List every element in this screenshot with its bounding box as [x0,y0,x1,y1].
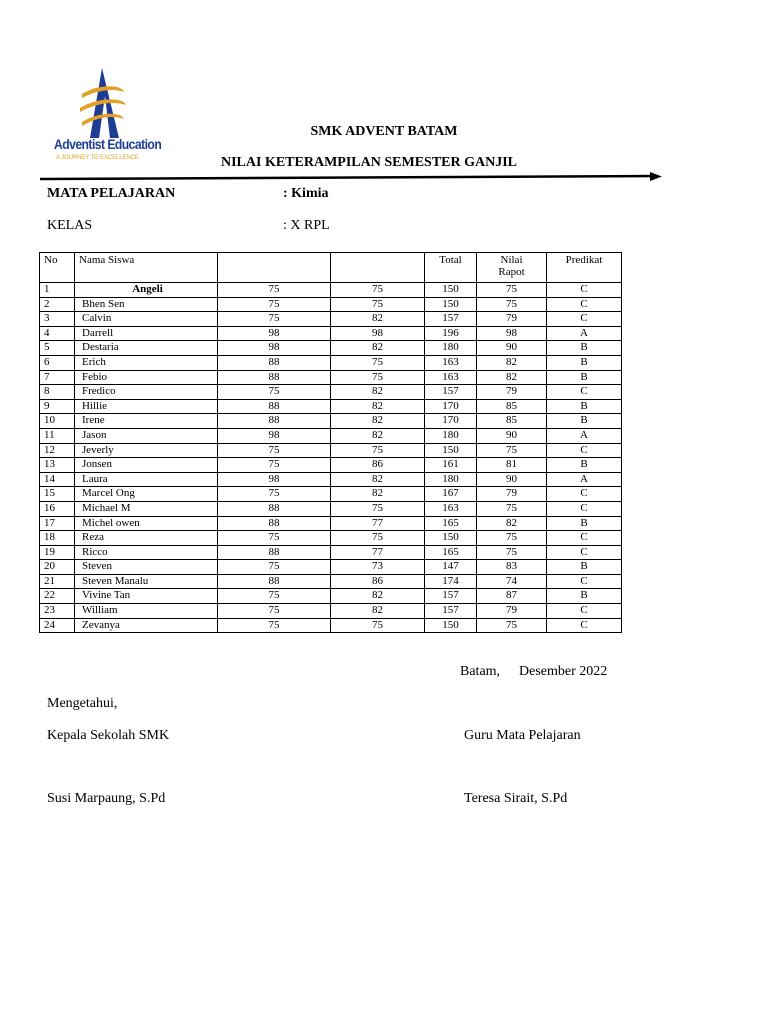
cell-no: 5 [40,341,75,356]
cell-name: Laura [75,472,218,487]
adventist-education-logo [52,66,164,170]
cell-no: 1 [40,283,75,298]
cell-nilai-rapot: 74 [477,574,547,589]
cell-total: 150 [425,297,477,312]
cell-score-2: 77 [331,545,425,560]
cell-score-1: 75 [218,283,331,298]
cell-score-2: 82 [331,428,425,443]
cell-score-2: 82 [331,472,425,487]
cell-name: Vivine Tan [75,589,218,604]
table-row [40,355,622,370]
cell-score-1: 75 [218,443,331,458]
table-row [40,516,622,531]
header-nilai-rapot: Nilai Rapot [477,253,547,283]
cell-no: 17 [40,516,75,531]
cell-name: Febio [75,370,218,385]
cell-predikat: C [547,574,622,589]
cell-score-2: 75 [331,355,425,370]
cell-score-1: 75 [218,618,331,633]
cell-score-1: 88 [218,370,331,385]
teacher-title: Guru Mata Pelajaran [464,728,581,743]
cell-score-2: 86 [331,574,425,589]
cell-nilai-rapot: 79 [477,385,547,400]
table-row [40,443,622,458]
cell-predikat: A [547,472,622,487]
cell-total: 150 [425,618,477,633]
cell-score-2: 82 [331,385,425,400]
cell-total: 163 [425,370,477,385]
cell-total: 150 [425,443,477,458]
header-total: Total [425,253,477,283]
cell-nilai-rapot: 75 [477,283,547,298]
signing-place: Batam, [460,664,501,679]
principal-name: Susi Marpaung, S.Pd [47,791,166,806]
cell-name: Zevanya [75,618,218,633]
table-row [40,458,622,473]
table-row [40,472,622,487]
principal-title: Kepala Sekolah SMK [47,728,170,743]
cell-total: 157 [425,604,477,619]
cell-score-1: 88 [218,545,331,560]
cell-nilai-rapot: 90 [477,472,547,487]
school-name: SMK ADVENT BATAM [310,124,458,139]
cell-nilai-rapot: 75 [477,443,547,458]
cell-no: 6 [40,355,75,370]
cell-predikat: B [547,341,622,356]
table-row [40,312,622,327]
cell-predikat: C [547,545,622,560]
table-row [40,560,622,575]
cell-total: 147 [425,560,477,575]
cell-nilai-rapot: 85 [477,414,547,429]
cell-score-1: 75 [218,487,331,502]
cell-score-2: 82 [331,604,425,619]
cell-total: 180 [425,428,477,443]
cell-score-1: 98 [218,472,331,487]
table-row [40,326,622,341]
cell-score-2: 73 [331,560,425,575]
cell-predikat: C [547,443,622,458]
header-name: Nama Siswa [75,253,218,283]
cell-name: Bhen Sen [75,297,218,312]
table-row [40,604,622,619]
cell-predikat: C [547,385,622,400]
class-label: KELAS [47,218,93,233]
cell-score-1: 75 [218,312,331,327]
cell-score-2: 82 [331,414,425,429]
cell-score-2: 82 [331,312,425,327]
cell-nilai-rapot: 98 [477,326,547,341]
grades-table [39,252,622,633]
table-row [40,545,622,560]
table-row [40,618,622,633]
logo-tagline: A JOURNEY TO EXCELLENCE [56,155,139,161]
cell-no: 24 [40,618,75,633]
cell-name: Jason [75,428,218,443]
cell-no: 22 [40,589,75,604]
cell-total: 196 [425,326,477,341]
cell-score-1: 75 [218,560,331,575]
cell-score-1: 75 [218,531,331,546]
cell-predikat: C [547,531,622,546]
cell-score-1: 88 [218,516,331,531]
subject-value: : Kimia [283,186,329,201]
cell-no: 13 [40,458,75,473]
cell-no: 12 [40,443,75,458]
cell-nilai-rapot: 75 [477,297,547,312]
cell-nilai-rapot: 82 [477,355,547,370]
table-row [40,487,622,502]
cell-no: 19 [40,545,75,560]
cell-nilai-rapot: 75 [477,531,547,546]
cell-score-2: 86 [331,458,425,473]
cell-score-2: 75 [331,443,425,458]
table-row [40,428,622,443]
cell-score-1: 98 [218,326,331,341]
cell-score-2: 82 [331,487,425,502]
cell-no: 21 [40,574,75,589]
cell-predikat: C [547,618,622,633]
cell-nilai-rapot: 75 [477,545,547,560]
table-row [40,501,622,516]
cell-score-1: 88 [218,501,331,516]
cell-name: Destaria [75,341,218,356]
cell-score-1: 75 [218,385,331,400]
cell-no: 3 [40,312,75,327]
acknowledge-text: Mengetahui, [47,696,118,711]
cell-total: 165 [425,545,477,560]
cell-score-1: 75 [218,589,331,604]
cell-total: 174 [425,574,477,589]
cell-nilai-rapot: 90 [477,341,547,356]
cell-predikat: B [547,560,622,575]
cell-score-1: 88 [218,414,331,429]
cell-score-1: 75 [218,604,331,619]
cell-nilai-rapot: 75 [477,501,547,516]
table-header-row [40,253,622,283]
cell-no: 16 [40,501,75,516]
cell-total: 180 [425,341,477,356]
cell-total: 157 [425,385,477,400]
cell-total: 163 [425,355,477,370]
cell-predikat: C [547,604,622,619]
logo-brand-text: Adventist Education [54,137,162,152]
table-body [40,283,622,633]
document-subtitle: NILAI KETERAMPILAN SEMESTER GANJIL [221,155,517,170]
cell-score-2: 98 [331,326,425,341]
cell-score-2: 75 [331,618,425,633]
cell-no: 20 [40,560,75,575]
cell-name: William [75,604,218,619]
cell-no: 23 [40,604,75,619]
cell-predikat: A [547,428,622,443]
cell-predikat: B [547,589,622,604]
cell-score-2: 75 [331,370,425,385]
cell-predikat: B [547,458,622,473]
cell-nilai-rapot: 75 [477,618,547,633]
cell-predikat: B [547,399,622,414]
cell-no: 11 [40,428,75,443]
cell-score-1: 88 [218,355,331,370]
cell-name: Jeverly [75,443,218,458]
header-no: No [40,253,75,283]
cell-name: Michael M [75,501,218,516]
cell-total: 150 [425,531,477,546]
cell-no: 10 [40,414,75,429]
header-predikat: Predikat [547,253,622,283]
cell-no: 14 [40,472,75,487]
table-row [40,341,622,356]
table-row [40,399,622,414]
cell-score-2: 82 [331,399,425,414]
cell-predikat: B [547,516,622,531]
cell-nilai-rapot: 90 [477,428,547,443]
cell-predikat: C [547,297,622,312]
table-row [40,414,622,429]
cell-score-1: 75 [218,297,331,312]
cell-score-2: 75 [331,531,425,546]
cell-nilai-rapot: 87 [477,589,547,604]
cell-predikat: B [547,355,622,370]
cell-total: 161 [425,458,477,473]
cell-score-1: 88 [218,399,331,414]
cell-total: 157 [425,312,477,327]
table-row [40,297,622,312]
cell-no: 18 [40,531,75,546]
cell-score-1: 88 [218,574,331,589]
cell-name: Angeli [75,283,218,298]
cell-no: 15 [40,487,75,502]
cell-name: Calvin [75,312,218,327]
cell-no: 8 [40,385,75,400]
cell-total: 150 [425,283,477,298]
cell-nilai-rapot: 79 [477,487,547,502]
cell-name: Ricco [75,545,218,560]
cell-score-1: 98 [218,428,331,443]
cell-name: Reza [75,531,218,546]
header-score-2 [331,253,425,283]
table-row [40,574,622,589]
cell-score-2: 75 [331,297,425,312]
cell-name: Marcel Ong [75,487,218,502]
header-score-1 [218,253,331,283]
cell-predikat: C [547,487,622,502]
cell-score-2: 82 [331,589,425,604]
cell-nilai-rapot: 81 [477,458,547,473]
cell-nilai-rapot: 82 [477,370,547,385]
cell-total: 157 [425,589,477,604]
cell-name: Erich [75,355,218,370]
cell-nilai-rapot: 85 [477,399,547,414]
cell-name: Steven Manalu [75,574,218,589]
cell-name: Hillie [75,399,218,414]
cell-nilai-rapot: 79 [477,604,547,619]
cell-score-2: 77 [331,516,425,531]
teacher-name: Teresa Sirait, S.Pd [464,791,568,806]
cell-total: 170 [425,399,477,414]
subject-label: MATA PELAJARAN [47,186,176,201]
cell-nilai-rapot: 79 [477,312,547,327]
cell-name: Michel owen [75,516,218,531]
cell-nilai-rapot: 82 [477,516,547,531]
cell-no: 9 [40,399,75,414]
cell-total: 163 [425,501,477,516]
cell-score-2: 82 [331,341,425,356]
cell-name: Irene [75,414,218,429]
cell-no: 7 [40,370,75,385]
cell-total: 167 [425,487,477,502]
cell-name: Steven [75,560,218,575]
cell-predikat: B [547,414,622,429]
cell-name: Darrell [75,326,218,341]
cell-total: 165 [425,516,477,531]
table-row [40,589,622,604]
cell-score-1: 75 [218,458,331,473]
class-value: : X RPL [283,218,330,233]
cell-nilai-rapot: 83 [477,560,547,575]
table-row [40,531,622,546]
cell-no: 4 [40,326,75,341]
cell-total: 170 [425,414,477,429]
cell-score-2: 75 [331,283,425,298]
cell-predikat: A [547,326,622,341]
cell-total: 180 [425,472,477,487]
cell-predikat: C [547,312,622,327]
cell-name: Fredico [75,385,218,400]
cell-name: Jonsen [75,458,218,473]
header-arrow-rule [40,172,665,184]
signing-date: Desember 2022 [519,664,608,679]
cell-no: 2 [40,297,75,312]
table-row [40,385,622,400]
cell-predikat: C [547,501,622,516]
table-row [40,283,622,298]
cell-score-2: 75 [331,501,425,516]
table-row [40,370,622,385]
cell-score-1: 98 [218,341,331,356]
cell-predikat: B [547,370,622,385]
cell-predikat: C [547,283,622,298]
